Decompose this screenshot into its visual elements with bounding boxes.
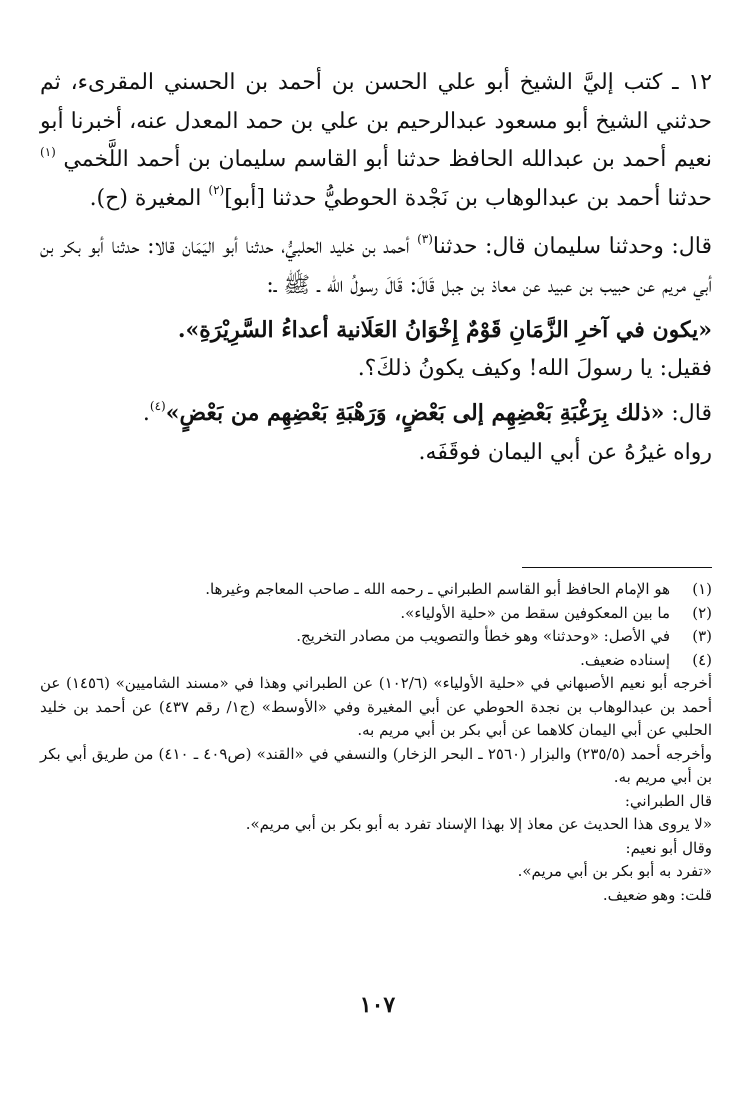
footnote-4-takhrij-2: وأخرجه أحمد (٢٣٥/٥) والبزار (٢٥٦٠ ـ البحر الزخار) والنسفي في «القند» (ص٤٠٩ ـ ٤١٠) من طريق أبي بكر بن أبي مريم به.: [40, 744, 712, 786]
isnad-text-3: المغيرة (ح).: [89, 185, 202, 211]
footnote-2: [40, 602, 712, 626]
footnote-4-tabarani-label: قال الطبراني:: [624, 791, 712, 810]
footnotes: [40, 578, 712, 907]
footnote-ref-1: (١): [40, 144, 56, 159]
paragraph-isnad-12: [40, 64, 712, 218]
footnote-ref-4: (٤): [149, 398, 166, 413]
hadith-text-2: «ذلك بِرَغْبَةِ بَعْضِهِم إلى بَعْضٍ، وَرَهْبَةِ بَعْضِهِم من بَعْضٍ»: [165, 400, 665, 426]
footnote-4-tabarani-quote: «لا يروى هذا الحديث عن معاذ إلا بهذا الإسناد تفرد به أبو بكر بن أبي مريم».: [245, 815, 712, 833]
main-text: [40, 64, 712, 472]
footnote-ref-3: (٣): [417, 231, 433, 246]
hadith-text-1: «يكون في آخرِ الزَّمَانِ قَوْمٌ إِخْوَانُ العَلَانية أعداءُ السَّرِيْرَةِ».: [177, 317, 712, 343]
paragraph-second-chain: [40, 228, 712, 305]
footnote-3: [40, 625, 712, 649]
answer-end: .: [142, 401, 150, 426]
isnad-text-2: حدثنا أحمد بن عبدالوهاب بن نَجْدة الحوطيُّ حدثنا [أبو]: [224, 185, 712, 211]
footnote-4-abu-nuaim-label: وقال أبو نعيم:: [625, 838, 712, 857]
footnote-divider: [522, 567, 712, 568]
footnote-number: (٣): [692, 627, 712, 645]
isnad-text: ١٢ ـ كتب إليَّ الشيخ أبو علي الحسن بن أحمد بن الحسني المقرىء، ثم حدثني الشيخ أبو مسعود عبدالرحيم بن علي بن حمد المعدل عنه، أخبرنا أبو نعيم أحمد بن عبدالله الحافظ حدثنا أبو القاسم سليمان بن أحمد اللَّخمي: [40, 70, 712, 172]
page-number: ١٠٧: [359, 992, 396, 1018]
footnote-4-conclusion: قلت: وهو ضعيف.: [602, 885, 712, 904]
answer-prefix: قال:: [671, 401, 712, 426]
footnote-4-takhrij: أخرجه أبو نعيم الأصبهاني في «حلية الأولياء» (١٠٢/٦) عن الطبراني وهذا في «مسند الشاميين» (١٤٥٦) عن أحمد بن عبدالوهاب بن نجدة الحوطي عن أبي المغيرة وفي «الأوسط» (ج١/ رقم ٤٣٧) عن أحمد بن خليد الحلبي عن أبي اليمان كلاهما عن أبي بكر بن أبي مريم به.: [40, 674, 712, 739]
question-line: فقيل: يا رسولَ الله! وكيف يكونُ ذلكَ؟.: [357, 355, 712, 381]
footnote-number: (٢): [692, 603, 712, 622]
footnote-1: [40, 578, 712, 602]
footnote-number: (٤): [692, 650, 712, 669]
footnote-text: هو الإمام الحافظ أبو القاسم الطبراني ـ رحمه الله ـ صاحب المعاجم وغيرها.: [205, 580, 670, 598]
footnote-text: في الأصل: «وحدثنا» وهو خطأ والتصويب من مصادر التخريج.: [296, 627, 670, 645]
footnote-text: ما بين المعكوفين سقط من «حلية الأولياء».: [400, 603, 670, 622]
footnote-4-abu-nuaim-quote: «تفرد به أبو بكر بن أبي مريم».: [517, 862, 712, 880]
chain-text: قال: وحدثنا سليمان قال: حدثنا: [432, 234, 712, 259]
footnote-number: (١): [692, 580, 712, 598]
footnote-ref-2: (٢): [208, 183, 225, 198]
footnote-4: [40, 649, 712, 673]
narration-note: رواه غيرُهُ عن أبي اليمان فوقَفَه.: [418, 439, 712, 465]
chain-text-2: أحمد بن خليد الحلبيُّ، حدثنا أبو اليَمَان قالا: حدثنا أبو بكر بن أبي مريم عن حبيب بن عبيد عن معاذ بن جبل قَالَ: قَالَ رسولُ الله ـ ﷺ ـ:: [40, 234, 712, 298]
answer-line: [40, 394, 712, 434]
footnote-text: إسناده ضعيف.: [580, 650, 670, 669]
